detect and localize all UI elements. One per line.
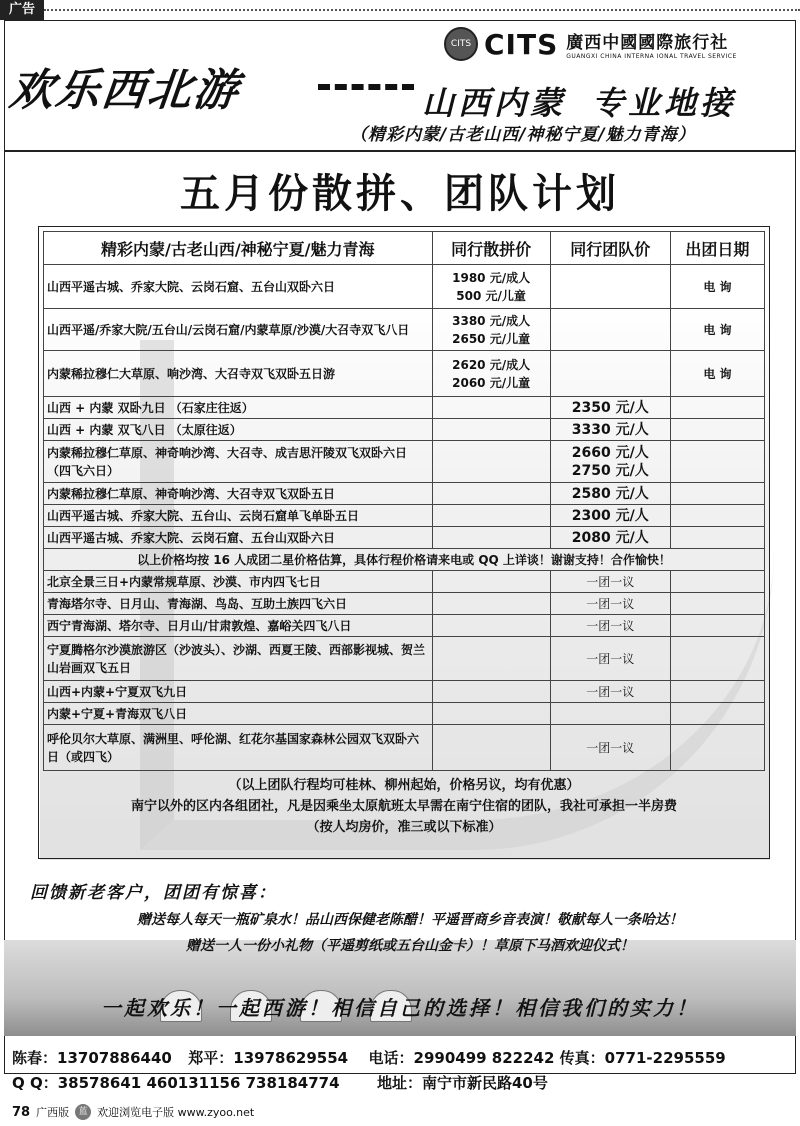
page-footer — [12, 1104, 254, 1120]
promo-heading: 回馈新老客户，团团有惊喜： — [30, 883, 277, 903]
table-row — [44, 419, 765, 441]
table-row — [44, 351, 765, 397]
departure-cell — [670, 637, 764, 681]
qq-label: Q Q： — [12, 1074, 58, 1092]
route-cell: 青海塔尔寺、日月山、青海湖、鸟岛、互助土族四飞六日 — [44, 593, 433, 615]
team-price-cell — [550, 351, 670, 397]
group-price-cell — [432, 571, 550, 593]
group-price-cell — [432, 441, 550, 483]
price-note-row — [44, 549, 765, 571]
table-row — [44, 505, 765, 527]
footer-website[interactable]: 欢迎浏览电子版 www.zyoo.net — [97, 1106, 255, 1119]
departure-cell — [670, 505, 764, 527]
team-price-cell — [550, 309, 670, 351]
promo-gifts: 赠送每人每天一瓶矿泉水！品山西保健老陈醋！平遥晋商乡音表演！敬献每人一条哈达！ — [137, 912, 683, 928]
route-cell: 内蒙稀拉穆仁草原、神奇响沙湾、大召寺双飞双卧五日 — [44, 483, 433, 505]
fax-label: 传真： — [559, 1049, 605, 1067]
logo-brand: CITS — [484, 27, 559, 61]
table-row — [44, 309, 765, 351]
headline: 欢乐西北游 — [6, 65, 243, 116]
group-price-cell — [432, 483, 550, 505]
route-cell: 呼伦贝尔大草原、满洲里、呼伦湖、红花尔基国家森林公园双飞双卧六日（或四飞） — [44, 725, 433, 771]
group-price-cell — [432, 681, 550, 703]
table-row — [44, 615, 765, 637]
route-cell: 山西平遥古城、乔家大院、云岗石窟、五台山双卧六日 — [44, 527, 433, 549]
departure-cell — [670, 593, 764, 615]
contact-info — [12, 1046, 726, 1096]
route-cell: 山西+内蒙+宁夏双飞九日 — [44, 681, 433, 703]
team-price-cell: 2580 元/人 — [550, 483, 670, 505]
table-note: （按人均房价，准三或以下标准） — [306, 820, 502, 835]
group-price-cell — [432, 615, 550, 637]
departure-cell — [670, 441, 764, 483]
plan-title: 五月份散拼、团队计划 — [180, 171, 620, 217]
address-label: 地址： — [376, 1074, 422, 1092]
route-cell: 山西平遥古城、乔家大院、五台山、云岗石窟单飞单卧五日 — [44, 505, 433, 527]
group-price-cell — [432, 527, 550, 549]
team-price-cell: 2350 元/人 — [550, 397, 670, 419]
header-group-price: 同行散拼价 — [432, 232, 550, 265]
group-price-cell: 1980 元/成人 500 元/儿童 — [432, 265, 550, 309]
route-cell: 山西 + 内蒙 双飞八日 （太原往返） — [44, 419, 433, 441]
header-route: 精彩内蒙/古老山西/神秘宁夏/魅力青海 — [44, 232, 433, 265]
table-notes — [43, 771, 765, 838]
cits-logo — [444, 26, 737, 62]
fax-number: 0771-2295559 — [604, 1049, 726, 1067]
slogan: 一起欢乐！一起西游！相信自己的选择！相信我们的实力！ — [101, 996, 699, 1020]
ad-label: 广告 — [0, 0, 44, 20]
team-price-cell: 2300 元/人 — [550, 505, 670, 527]
group-price-cell — [432, 637, 550, 681]
subheadline-region: 山西内蒙 — [422, 84, 567, 122]
address: 南宁市新民路40号 — [421, 1074, 548, 1092]
table-row — [44, 681, 765, 703]
top-dotted-rule — [44, 9, 800, 11]
contact-name-label: 郑平： — [188, 1049, 234, 1067]
tel-label: 电话： — [368, 1049, 414, 1067]
team-price-cell — [550, 265, 670, 309]
qq-numbers: 38578641 460131156 738184774 — [57, 1074, 340, 1092]
subheadline-service: 专业地接 — [592, 84, 737, 122]
headline-dashes — [318, 84, 414, 90]
team-price-cell: 一团一议 — [550, 637, 670, 681]
edition-label: 广西版 — [36, 1106, 70, 1119]
group-price-cell: 2620 元/成人 2060 元/儿童 — [432, 351, 550, 397]
group-price-cell — [432, 397, 550, 419]
team-price-cell: 3330 元/人 — [550, 419, 670, 441]
group-price-cell — [432, 593, 550, 615]
group-price-cell: 3380 元/成人 2650 元/儿童 — [432, 309, 550, 351]
departure-cell: 电 询 — [670, 265, 764, 309]
badge-icon: 蓝 — [75, 1104, 91, 1120]
group-price-cell — [432, 419, 550, 441]
departure-cell — [670, 703, 764, 725]
route-cell: 内蒙+宁夏+青海双飞八日 — [44, 703, 433, 725]
contact-phone: 13707886440 — [57, 1049, 172, 1067]
contact-phone: 13978629554 — [233, 1049, 349, 1067]
route-cell: 内蒙稀拉穆仁大草原、响沙湾、大召寺双飞双卧五日游 — [44, 351, 433, 397]
table-row — [44, 593, 765, 615]
route-cell: 北京全景三日+内蒙常规草原、沙漠、市内四飞七日 — [44, 571, 433, 593]
group-price-cell — [432, 725, 550, 771]
globe-icon: CITS — [444, 27, 478, 61]
team-price-cell: 一团一议 — [550, 593, 670, 615]
departure-cell — [670, 419, 764, 441]
regions-tagline: （精彩内蒙/古老山西/神秘宁夏/魅力青海） — [350, 125, 696, 145]
route-cell: 宁夏腾格尔沙漠旅游区（沙波头）、沙湖、西夏王陵、西部影视城、贺兰山岩画双飞五日 — [44, 637, 433, 681]
header-departure: 出团日期 — [670, 232, 764, 265]
table-row — [44, 397, 765, 419]
tour-table-box — [38, 226, 770, 859]
team-price-cell: 一团一议 — [550, 681, 670, 703]
route-cell: 山西 + 内蒙 双卧九日 （石家庄往返） — [44, 397, 433, 419]
tour-table — [43, 231, 765, 771]
table-row — [44, 571, 765, 593]
table-row — [44, 637, 765, 681]
page-number: 78 — [12, 1104, 31, 1120]
departure-cell — [670, 527, 764, 549]
table-row — [44, 725, 765, 771]
table-note: 南宁以外的区内各组团社，凡是因乘坐太原航班太早需在南宁住宿的团队，我社可承担一半房费 — [130, 799, 677, 814]
team-price-cell: 一团一议 — [550, 571, 670, 593]
group-price-cell — [432, 505, 550, 527]
company-name-cn: 廣西中國國際旅行社 — [566, 33, 729, 53]
table-header-row — [44, 232, 765, 265]
team-price-cell: 2660 元/人 2750 元/人 — [550, 441, 670, 483]
table-row — [44, 527, 765, 549]
table-row — [44, 483, 765, 505]
table-row — [44, 265, 765, 309]
route-cell: 西宁青海湖、塔尔寺、日月山/甘肃敦煌、嘉峪关四飞八日 — [44, 615, 433, 637]
team-price-cell: 一团一议 — [550, 615, 670, 637]
contact-line-1 — [12, 1046, 726, 1071]
departure-cell — [670, 681, 764, 703]
group-price-cell — [432, 703, 550, 725]
departure-cell — [670, 571, 764, 593]
team-price-cell — [550, 703, 670, 725]
departure-cell — [670, 397, 764, 419]
team-price-cell: 一团一议 — [550, 725, 670, 771]
team-price-cell: 2080 元/人 — [550, 527, 670, 549]
header-team-price: 同行团队价 — [550, 232, 670, 265]
promo-block — [30, 878, 790, 955]
departure-cell — [670, 615, 764, 637]
logo-company — [566, 28, 737, 60]
table-row — [44, 703, 765, 725]
departure-cell — [670, 725, 764, 771]
promo-welcome: 赠送一人一份小礼物（平遥剪纸或五台山金卡）！草原下马酒欢迎仪式！ — [186, 938, 634, 954]
price-note: 以上价格均按 16 人成团二星价格估算，具体行程价格请来电或 QQ 上详谈！谢谢支持！合作愉快！ — [44, 549, 765, 571]
table-note: （以上团队行程均可桂林、柳州起始，价格另议，均有优惠） — [228, 778, 580, 793]
route-cell: 山西平遥/乔家大院/五台山/云岗石窟/内蒙草原/沙漠/大召寺双飞八日 — [44, 309, 433, 351]
table-row — [44, 441, 765, 483]
route-cell: 内蒙稀拉穆仁草原、神奇响沙湾、大召寺、成吉思汗陵双飞双卧六日（四飞六日） — [44, 441, 433, 483]
company-name-en: GUANGXI CHINA INTERNA IONAL TRAVEL SERVICE — [566, 53, 737, 60]
departure-cell: 电 询 — [670, 351, 764, 397]
contact-line-2 — [12, 1071, 726, 1096]
subheadline — [422, 78, 736, 124]
departure-cell: 电 询 — [670, 309, 764, 351]
contact-name-label: 陈春： — [12, 1049, 58, 1067]
route-cell: 山西平遥古城、乔家大院、云岗石窟、五台山双卧六日 — [44, 265, 433, 309]
tel-number: 2990499 822242 — [413, 1049, 555, 1067]
header-divider — [4, 150, 796, 152]
departure-cell — [670, 483, 764, 505]
